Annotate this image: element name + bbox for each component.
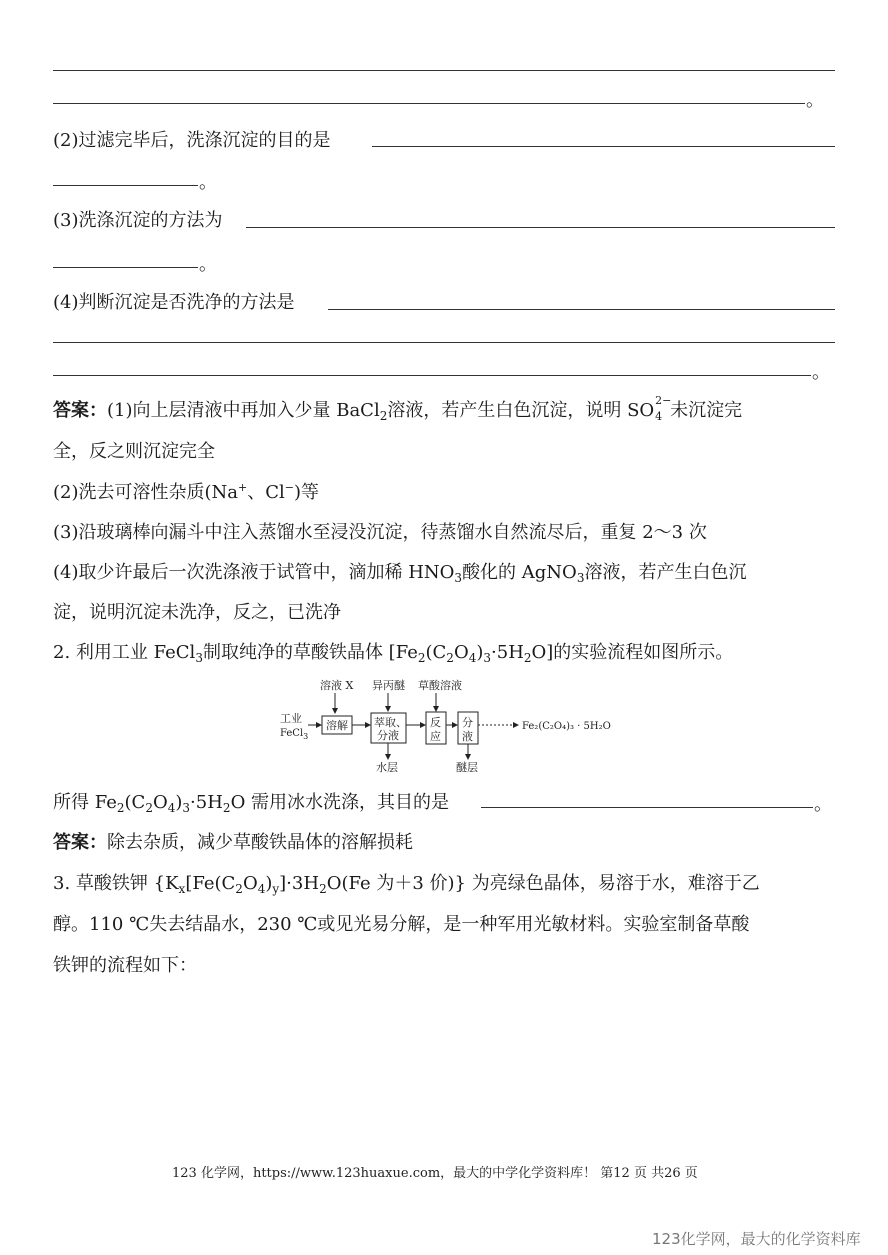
- flow-input-x: 溶液 X: [320, 679, 354, 692]
- blank-line: [53, 70, 835, 71]
- flow-output-water: 水层: [376, 761, 398, 774]
- period: 。: [814, 794, 832, 815]
- problem-3-line3: 铁钾的流程如下：: [53, 955, 197, 976]
- flow-box-react-label2: 应: [430, 730, 441, 743]
- blank-line: [481, 807, 813, 808]
- blank-line: [53, 342, 835, 343]
- answer-label: 答案：: [53, 832, 107, 853]
- answer-3: (3)沿玻璃棒向漏斗中注入蒸馏水至浸没沉淀，待蒸馏水自然流尽后，重复 2～3 次: [53, 522, 707, 543]
- period: 。: [199, 254, 217, 275]
- flow-start-formula: FeCl$_3$: [280, 728, 309, 741]
- period: 。: [806, 90, 824, 111]
- flow-box-separate-label2: 液: [462, 730, 473, 743]
- flow-box-separate-label: 分: [462, 716, 473, 729]
- answer-line-1b: 全，反之则沉淀完全: [53, 441, 215, 462]
- flow-box-extract-label2: 分液: [377, 729, 399, 742]
- question-4: (4)判断沉淀是否洗净的方法是: [53, 292, 295, 313]
- answer-line-1: 答案：(1)向上层清液中再加入少量 BaCl$_2$溶液，若产生白色沉淀，说明 SO 2− 4 未沉淀完: [53, 394, 743, 423]
- blank-line: [328, 309, 835, 310]
- question-3: (3)洗涤沉淀的方法为: [53, 210, 223, 231]
- flow-product: Fe₂(C₂O₄)₃ · 5H₂O: [522, 721, 611, 732]
- answer-2: (2)洗去可溶性杂质(Na+、Cl−)等: [53, 481, 320, 503]
- flow-box-react-label: 反: [430, 716, 441, 729]
- flow-box-dissolve-label: 溶解: [326, 719, 348, 732]
- problem-2-question: 所得 $Fe_2(C_2O_4)_3\cdot 5H_2O$ 需用冰水洗涤，其目的是: [53, 792, 450, 815]
- blank-line: [53, 267, 198, 268]
- problem-2-stem: 2. 利用工业 FeCl$_3$制取纯净的草酸铁晶体 $[Fe_2(C_2O_4)_3\cdot 5H_2O]$的实验流程如图所示。: [53, 642, 734, 665]
- answer-4b: 淀，说明沉淀未洗净，反之，已洗净: [53, 602, 341, 623]
- problem-3-line1: 3. 草酸铁钾 {$K_x[Fe(C_2O_4)_y]\cdot 3H_2O(Fe$ 为＋3 价)} 为亮绿色晶体，易溶于水，难溶于乙: [53, 873, 760, 896]
- problem-2-answer: 答案：除去杂质，减少草酸铁晶体的溶解损耗: [53, 832, 413, 853]
- flow-input-oxalic: 草酸溶液: [418, 679, 462, 692]
- blank-line: [53, 185, 198, 186]
- flow-input-ether: 异丙醚: [372, 679, 405, 692]
- answer-4: (4)取少许最后一次洗涤液于试管中，滴加稀 $HNO_3$酸化的 AgNO$_3$溶液，若产生白色沉: [53, 562, 747, 585]
- flow-start-label: 工业: [280, 712, 302, 725]
- blank-line: [372, 146, 835, 147]
- flow-box-extract-label: 萃取、: [374, 716, 407, 729]
- flow-output-ether: 醚层: [456, 761, 478, 774]
- blank-line: [246, 227, 835, 228]
- problem-3-line2: 醇。110 ℃失去结晶水，230 ℃或见光易分解，是一种军用光敏材料。实验室制备草酸: [53, 914, 750, 935]
- page-footer: 123 化学网，https://www.123huaxue.com，最大的中学化学资料库！ 第12 页 共26 页: [172, 1166, 698, 1181]
- watermark: 123化学网，最大的化学资料库: [652, 1230, 861, 1248]
- blank-line: [53, 375, 811, 376]
- blank-line: [53, 103, 805, 104]
- sulfate-charge: 2− 4: [655, 394, 672, 423]
- answer-label: 答案：: [53, 400, 107, 421]
- period: 。: [812, 362, 830, 383]
- question-2: (2)过滤完毕后，洗涤沉淀的目的是: [53, 130, 331, 151]
- flow-diagram: [270, 675, 630, 775]
- period: 。: [199, 172, 217, 193]
